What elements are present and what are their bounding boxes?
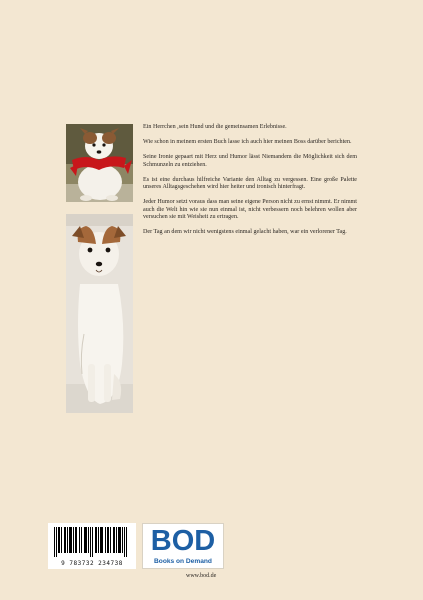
bod-logo-mark: BOD — [150, 525, 216, 557]
blurb-paragraph: Ein Herrchen ,sein Hund und die gemeinsamen Erlebnisse. — [143, 124, 287, 130]
blurb-paragraph: Der Tag an dem wir nicht wenigstens einmal gelacht haben, war ein verlorener Tag. — [143, 229, 347, 236]
back-cover-blurb — [143, 124, 357, 244]
isbn-barcode — [48, 523, 136, 569]
bod-logo-tagline: Books on Demand — [154, 558, 212, 565]
dog-photo-sitting — [66, 214, 133, 413]
blurb-paragraph: Seine Ironie gepaart mit Herz und Humor lässt Niemandem die Möglichkeit sich dem Schmunzeln zu entziehen. — [143, 153, 357, 168]
blurb-paragraph: Wie schon in meinem ersten Buch lasse ich auch hier meinen Boss darüber berichten. — [143, 138, 352, 145]
publisher-logo — [142, 523, 224, 569]
publisher-website: www.bod.de — [186, 573, 217, 579]
barcode-bars — [52, 527, 132, 557]
isbn-number: 9 783732 234738 — [61, 560, 123, 567]
dog-photo-red-scarf — [66, 124, 133, 202]
blurb-paragraph: Es ist eine durchaus hilfreiche Variante den Alltag zu vergessen. Eine große Palette unseres Alltagsgeschehen wird hier heiter und ironisch hinterfragt. — [143, 176, 357, 191]
blurb-paragraph: Jeder Humor setzt voraus dass man seine eigene Person nicht zu ernst nimmt. Er nimmt auch die Welt hin wie sie nun einmal ist, nicht verbessern noch belehren wollen aber versuchen sie mit Weisheit zu ertragen. — [143, 199, 357, 221]
